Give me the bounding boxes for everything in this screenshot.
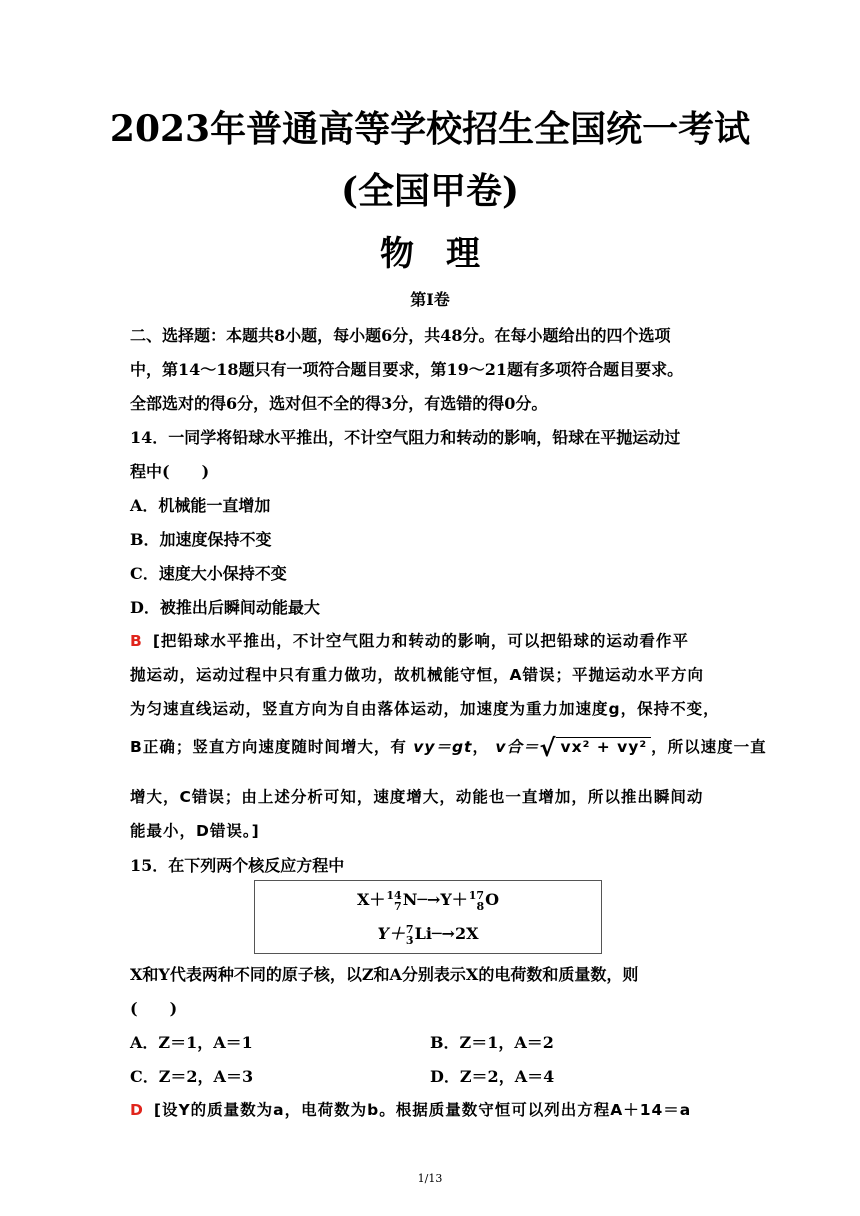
sqrt-icon: √ (539, 734, 557, 762)
q14-solution-3: 为匀速直线运动，竖直方向为自由落体运动，加速度为重力加速度g，保持不变， (130, 700, 720, 718)
formula-sqrt: vx² + vy² (556, 737, 651, 756)
formula-v: v合＝ (495, 738, 540, 756)
section-instructions-3: 全部选对的得6分，选对但不全的得3分，有选错的得0分。 (130, 394, 548, 413)
q15-option-a: A．Z＝1，A＝1 (130, 1033, 253, 1052)
q15-stem-3: ( ) (130, 999, 178, 1018)
q14-option-a: A．机械能一直增加 (130, 496, 271, 515)
q14-option-c: C．速度大小保持不变 (130, 564, 287, 583)
q14-solution-6: 能最小，D错误。] (130, 822, 260, 840)
equation-box (254, 880, 602, 954)
q14-solution-5: 增大，C错误；由上述分析可知，速度增大，动能也一直增加，所以推出瞬间动 (130, 788, 704, 806)
q14-stem-2: 程中( ) (130, 462, 210, 481)
q15-option-c: C．Z＝2，A＝3 (130, 1067, 254, 1086)
formula-vy: vy＝gt (413, 738, 473, 756)
q14-solution-4: B正确；竖直方向速度随时间增大，有 vy＝gt， v合＝√ vx² + vy² ，所以速度一直 (130, 734, 767, 762)
nuclear-equation-2: Y＋ 7 3 Li─→2X (377, 922, 479, 947)
q15-option-b: B．Z＝1，A＝2 (430, 1033, 554, 1052)
q15-stem-1: 15．在下列两个核反应方程中 (130, 856, 345, 875)
q14-answer: B (130, 632, 143, 650)
q14-solution-1: B [把铅球水平推出，不计空气阻力和转动的影响，可以把铅球的运动看作平 (130, 632, 689, 650)
q15-solution-1: D [设Y的质量数为a，电荷数为b。根据质量数守恒可以列出方程A＋14＝a (130, 1101, 692, 1119)
q15-answer: D (130, 1101, 144, 1119)
q15-stem-2: X和Y代表两种不同的原子核，以Z和A分别表示X的电荷数和质量数，则 (130, 965, 639, 984)
nuclear-equation-1: X＋ 14 7 N─→Y＋ 17 8 O (356, 888, 500, 913)
q14-stem-1: 14．一同学将铅球水平推出，不计空气阻力和转动的影响，铅球在平抛运动过 (130, 428, 681, 447)
q14-option-b: B．加速度保持不变 (130, 530, 272, 549)
page-number: 1/13 (417, 1172, 443, 1185)
q15-option-d: D．Z＝2，A＝4 (430, 1067, 555, 1086)
subject-heading: 物理 (380, 234, 512, 274)
q14-solution-2: 抛运动，运动过程中只有重力做功，故机械能守恒，A错误；平抛运动水平方向 (130, 666, 704, 684)
section-instructions-2: 中，第14～18题只有一项符合题目要求，第19～21题有多项符合题目要求。 (130, 360, 684, 379)
section-instructions-1: 二、选择题：本题共8小题，每小题6分，共48分。在每小题给出的四个选项 (130, 326, 671, 345)
q14-option-d: D．被推出后瞬间动能最大 (130, 598, 320, 617)
page-title: 2023年普通高等学校招生全国统一考试(全国甲卷) (109, 108, 751, 212)
volume-heading: 第Ⅰ卷 (410, 290, 450, 309)
